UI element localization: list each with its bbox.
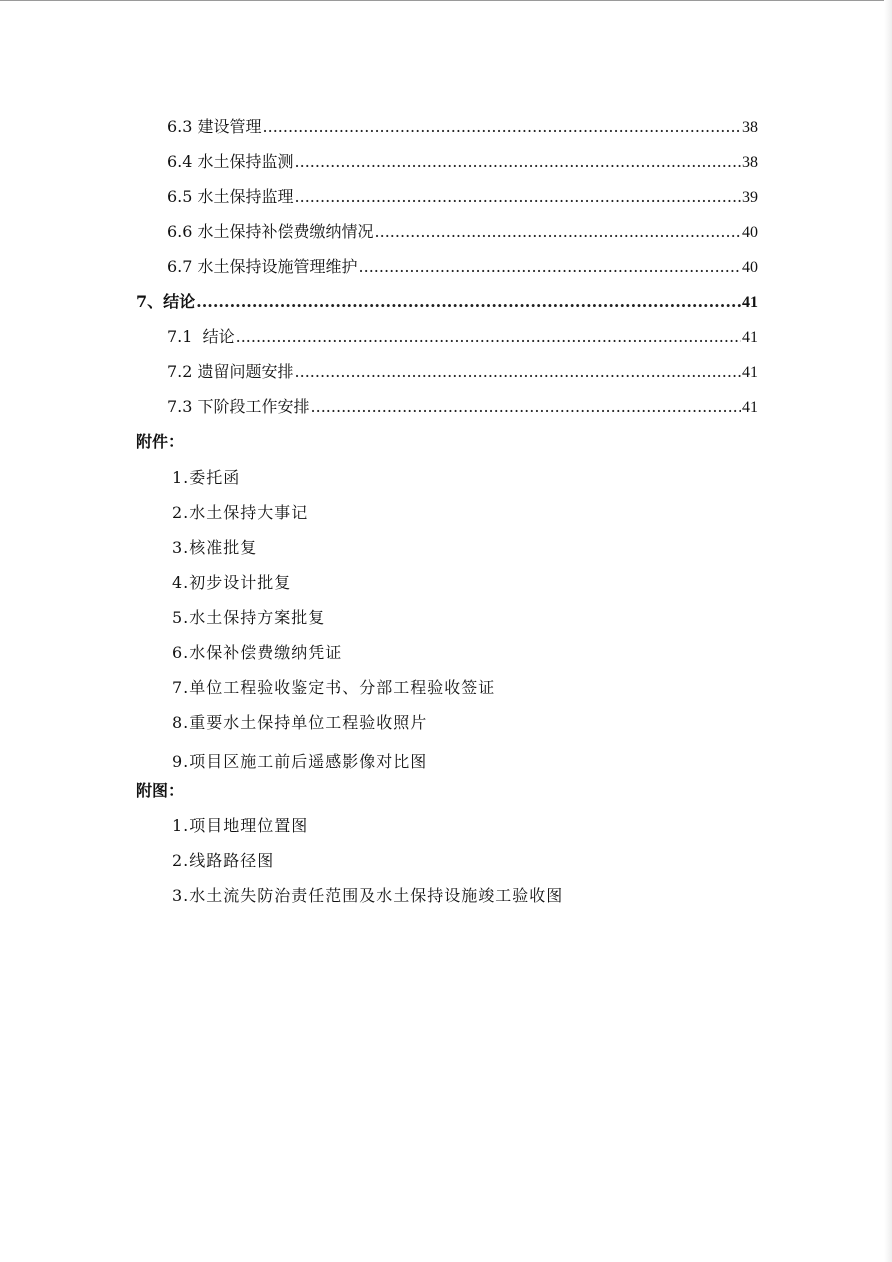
page-edge-shadow xyxy=(884,0,892,1262)
toc-entry-6-3[interactable] xyxy=(167,117,758,138)
figure-item: 2.线路路径图 xyxy=(172,851,275,870)
toc-page-number: 40 xyxy=(742,259,758,276)
attachment-item: 1.委托函 xyxy=(172,468,241,487)
toc-entry-6-4[interactable] xyxy=(167,152,758,173)
toc-page-number: 41 xyxy=(742,364,758,381)
toc-leader-dots xyxy=(311,397,741,417)
attachment-item: 8.重要水土保持单位工程验收照片 xyxy=(172,713,428,732)
toc-page-number: 38 xyxy=(742,154,758,171)
toc-leader-dots xyxy=(295,362,741,382)
toc-entry-7-3[interactable] xyxy=(167,397,758,418)
toc-entry-6-5[interactable] xyxy=(167,187,758,208)
toc-entry-label: 6.5 水土保持监理 xyxy=(167,187,294,206)
figure-item: 1.项目地理位置图 xyxy=(172,816,309,835)
toc-page-number: 41 xyxy=(742,294,758,311)
figure-item: 3.水土流失防治责任范围及水土保持设施竣工验收图 xyxy=(172,886,564,905)
toc-leader-dots xyxy=(375,222,741,242)
attachment-item: 6.水保补偿费缴纳凭证 xyxy=(172,643,343,662)
toc-page-number: 41 xyxy=(742,329,758,346)
toc-entry-label: 6.4 水土保持监测 xyxy=(167,152,294,171)
toc-leader-dots xyxy=(196,292,741,312)
toc-leader-dots xyxy=(236,327,741,347)
toc-entry-6-6[interactable] xyxy=(167,222,758,243)
toc-entry-6-7[interactable] xyxy=(167,257,758,278)
toc-entry-label: 7.1 结论 xyxy=(167,327,235,346)
toc-entry-label: 7.3 下阶段工作安排 xyxy=(167,397,310,416)
attachments-heading: 附件： xyxy=(136,432,185,451)
attachment-item: 7.单位工程验收鉴定书、分部工程验收签证 xyxy=(172,678,496,697)
toc-page-number: 40 xyxy=(742,224,758,241)
attachment-item: 3.核准批复 xyxy=(172,538,258,557)
toc-entry-label: 7.2 遗留问题安排 xyxy=(167,362,294,381)
toc-chapter-7[interactable] xyxy=(136,292,758,313)
attachment-item: 2.水土保持大事记 xyxy=(172,503,309,522)
toc-page-number: 39 xyxy=(742,189,758,206)
attachment-item: 9.项目区施工前后遥感影像对比图 xyxy=(172,752,428,771)
toc-page-number: 38 xyxy=(742,119,758,136)
toc-entry-label: 6.3 建设管理 xyxy=(167,117,262,136)
toc-leader-dots xyxy=(295,152,741,172)
toc-leader-dots xyxy=(359,257,741,277)
attachment-item: 4.初步设计批复 xyxy=(172,573,292,592)
attachment-item: 5.水土保持方案批复 xyxy=(172,608,326,627)
toc-chapter-label: 7、结论 xyxy=(136,292,196,311)
toc-entry-7-1[interactable] xyxy=(167,327,758,348)
toc-page-number: 41 xyxy=(742,399,758,416)
toc-entry-7-2[interactable] xyxy=(167,362,758,383)
figures-heading: 附图： xyxy=(136,781,185,800)
toc-entry-label: 6.6 水土保持补偿费缴纳情况 xyxy=(167,222,374,241)
toc-leader-dots xyxy=(295,187,741,207)
toc-entry-label: 6.7 水土保持设施管理维护 xyxy=(167,257,358,276)
toc-leader-dots xyxy=(263,117,741,137)
